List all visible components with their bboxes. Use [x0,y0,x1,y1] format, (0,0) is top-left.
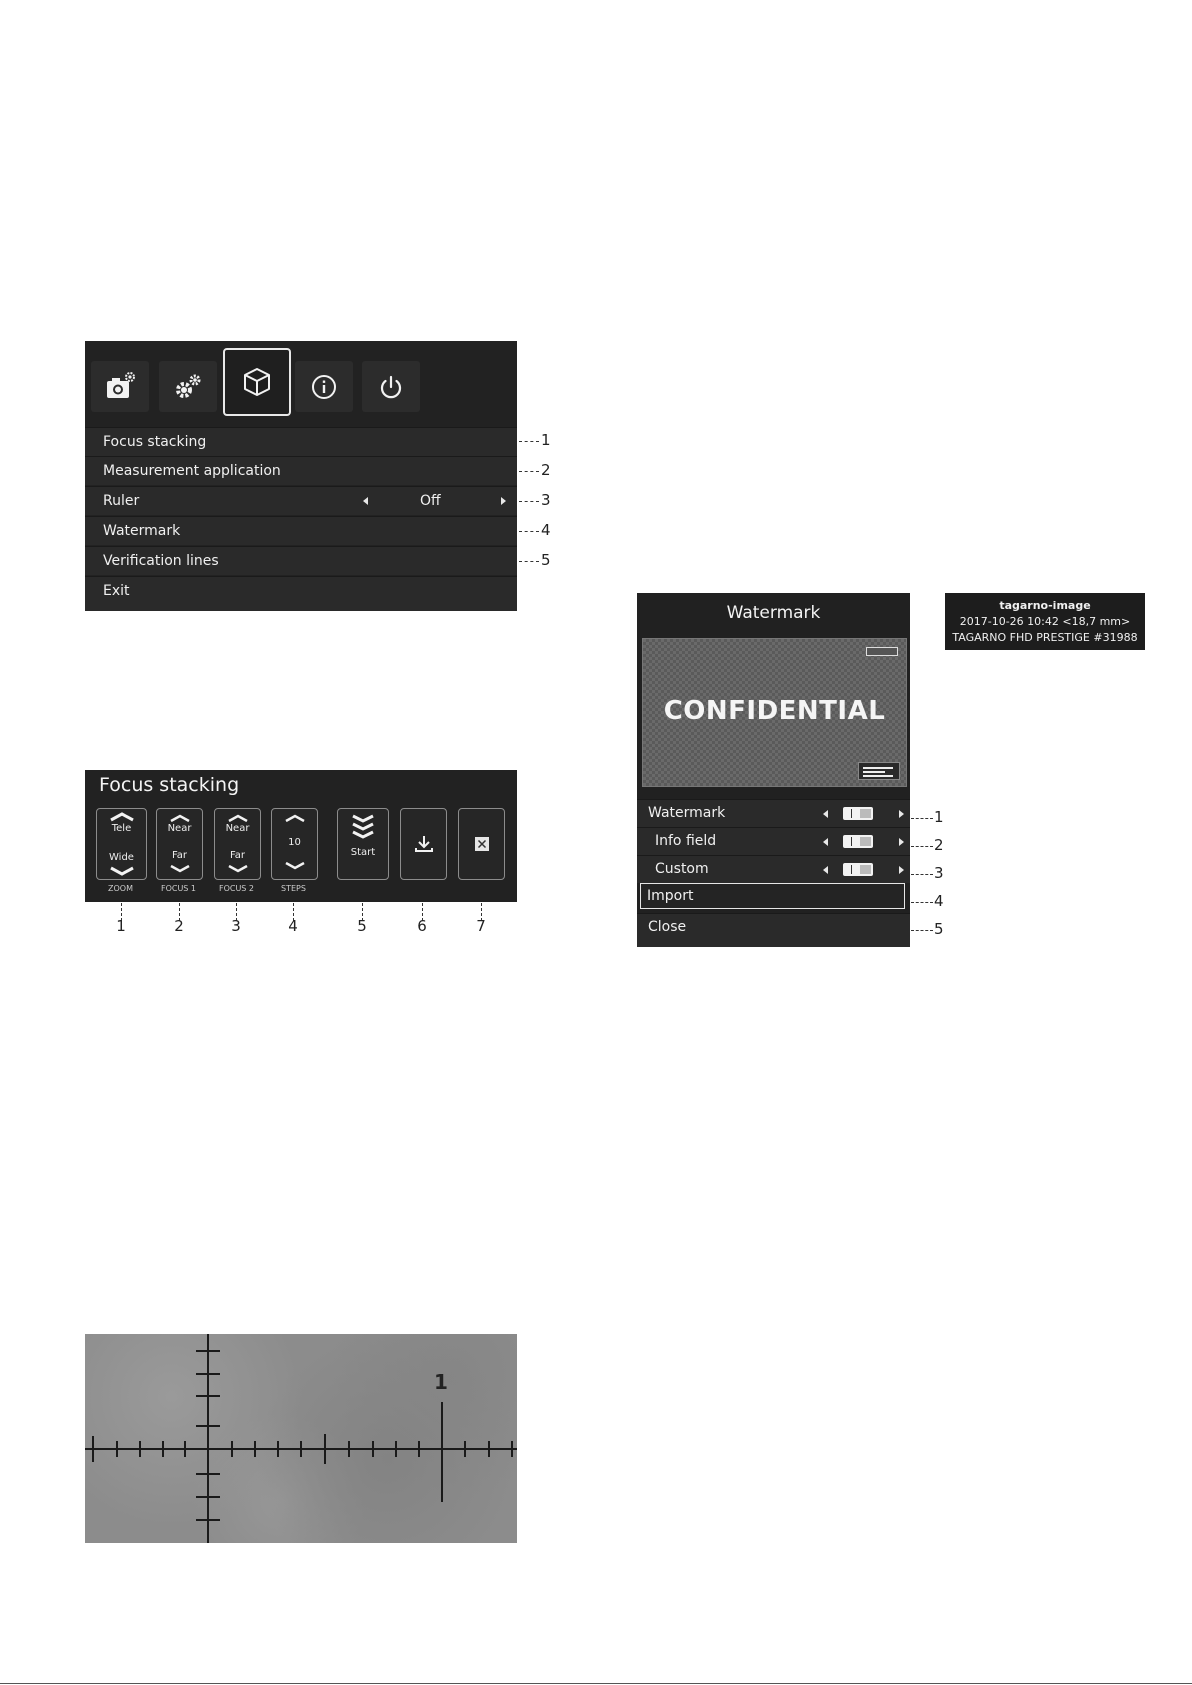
info-field-row-label: Info field [655,833,717,849]
info-field-prev-arrow-icon[interactable] [823,838,828,846]
focus1-near-label: Near [167,823,192,834]
close-label: Close [648,919,687,935]
close-icon [474,836,490,852]
callout-line [519,471,539,472]
focus2-caption: FOCUS 2 [218,884,255,893]
info-field-line1: tagarno-image [999,599,1091,612]
info-field-line2: 2017-10-26 10:42 <18,7 mm> [959,615,1131,628]
info-field-toggle[interactable] [843,835,873,848]
ruler-overlay-image [85,1334,517,1543]
info-field-example [945,593,1145,650]
power-icon [376,372,406,402]
info-tab[interactable] [295,361,353,412]
cube-icon [240,365,274,399]
menu-item-label: Exit [103,583,130,599]
focus-stacking-panel [85,770,517,902]
menu-item-verification-lines[interactable] [85,546,517,575]
page-bottom-divider [0,1683,1192,1684]
custom-row-label: Custom [655,861,709,877]
save-button[interactable] [400,808,447,880]
info-icon [309,372,339,402]
callout-number: 2 [934,836,944,854]
callout-number: 1 [934,808,944,826]
custom-toggle-row[interactable] [637,855,910,883]
menu-item-focus-stacking[interactable] [85,427,517,456]
close-button[interactable] [458,808,505,880]
zoom-tele-label: Tele [111,823,132,834]
callout-number: 5 [934,920,944,938]
menu-item-ruler[interactable] [85,486,517,515]
callout-line [519,531,539,532]
steps-control[interactable] [271,808,318,880]
camera-settings-tab[interactable] [91,361,149,412]
callout-line [911,874,933,875]
ruler-scale-graphic [85,1334,517,1543]
callout-line [519,501,539,502]
info-field-toggle-row[interactable] [637,827,910,855]
focus1-control[interactable] [156,808,203,880]
callout-number: 1 [541,431,551,449]
chevron-down-icon[interactable] [109,866,135,876]
callout-number: 7 [476,917,486,935]
callout-line [519,561,539,562]
menu-item-watermark[interactable] [85,516,517,545]
download-icon [414,834,434,854]
callout-number: 4 [934,892,944,910]
custom-toggle[interactable] [843,863,873,876]
steps-value: 10 [288,837,301,848]
watermark-next-arrow-icon[interactable] [899,810,904,818]
settings-tab[interactable] [159,361,217,412]
callout-line [911,902,933,903]
power-tab[interactable] [362,361,420,412]
ruler-next-arrow-icon[interactable] [501,497,506,505]
menu-item-label: Ruler [103,493,140,509]
watermark-row-label: Watermark [648,805,726,821]
menu-item-label: Verification lines [103,553,219,569]
chevron-up-icon[interactable] [169,814,191,822]
focus2-near-label: Near [225,823,250,834]
menu-item-label: Watermark [103,523,181,539]
callout-number: 2 [174,917,184,935]
watermark-preview-text: CONFIDENTIAL [663,696,886,726]
callout-number: 5 [357,917,367,935]
start-button[interactable] [337,808,389,880]
focus1-caption: FOCUS 1 [160,884,197,893]
applications-tab[interactable] [223,348,291,416]
callout-number: 5 [541,551,551,569]
callout-line [911,818,933,819]
camera-settings-icon [103,370,137,404]
chevron-up-icon[interactable] [284,814,306,822]
preview-logo-mark [866,647,898,656]
zoom-wide-label: Wide [109,852,134,863]
callout-number: 1 [116,917,126,935]
ruler-prev-arrow-icon[interactable] [363,497,368,505]
chevron-up-icon[interactable] [109,812,135,822]
zoom-control[interactable] [96,808,147,880]
close-row[interactable] [637,913,910,947]
import-label: Import [647,888,694,904]
info-field-line3: TAGARNO FHD PRESTIGE #31988 [952,631,1138,644]
focus2-control[interactable] [214,808,261,880]
focus-stacking-title: Focus stacking [99,774,240,796]
chevron-down-icon[interactable] [284,862,306,870]
callout-line [519,441,539,442]
watermark-title: Watermark [726,603,821,623]
focus2-far-label: Far [229,850,246,861]
custom-prev-arrow-icon[interactable] [823,866,828,874]
ruler-value: Off [420,493,441,509]
import-button[interactable] [640,883,905,909]
menu-item-label: Focus stacking [103,434,207,450]
preview-info-field-mark [858,762,900,780]
zoom-caption: ZOOM [108,884,133,893]
callout-number: 3 [541,491,551,509]
callout-line [911,846,933,847]
menu-item-label: Measurement application [103,463,281,479]
callout-line [911,930,933,931]
chevron-down-icon[interactable] [227,865,249,873]
triple-chevron-down-icon [350,813,376,841]
watermark-preview [642,638,907,787]
callout-number: 4 [541,521,551,539]
chevron-down-icon[interactable] [169,865,191,873]
callout-number: 3 [934,864,944,882]
watermark-toggle-row[interactable] [637,799,910,827]
callout-number: 6 [417,917,427,935]
watermark-prev-arrow-icon[interactable] [823,810,828,818]
start-label: Start [350,847,376,858]
menu-item-measurement-application[interactable] [85,456,517,485]
callout-number: 4 [288,917,298,935]
info-field-next-arrow-icon[interactable] [899,838,904,846]
main-menu-panel [85,341,517,610]
focus1-far-label: Far [171,850,188,861]
callout-number: 3 [231,917,241,935]
watermark-toggle[interactable] [843,807,873,820]
menu-item-exit[interactable] [85,576,517,611]
custom-next-arrow-icon[interactable] [899,866,904,874]
ruler-scale-label: 1 [434,1370,448,1394]
chevron-up-icon[interactable] [227,814,249,822]
steps-caption: STEPS [281,884,306,893]
watermark-panel [637,593,910,946]
callout-number: 2 [541,461,551,479]
gears-icon [171,370,205,404]
